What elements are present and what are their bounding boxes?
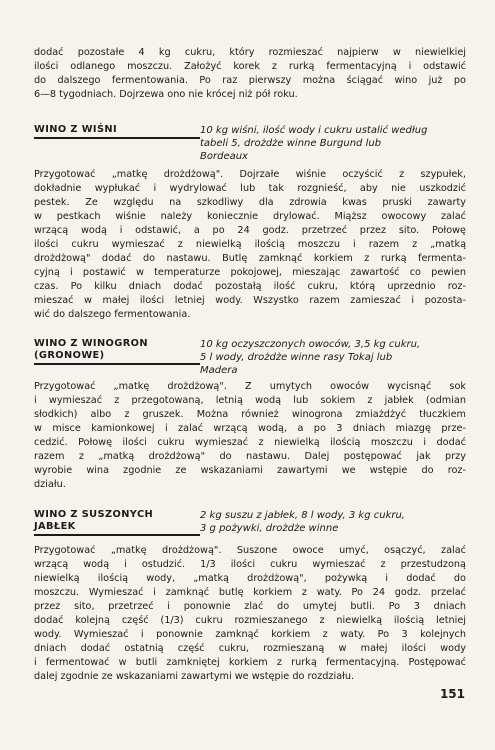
- text-line: razem z „matką drożdżową" do nastawu. Dalej postępować jak przy: [34, 451, 466, 462]
- text-line: 6—8 tygodniach. Dojrzewa ono nie krócej niż pół roku.: [34, 89, 298, 100]
- ingredients-line: Madera: [200, 365, 238, 376]
- recipe-title-line: WINO Z WIŚNI: [34, 124, 118, 135]
- text-line: Przygotować „matkę drożdżową". Dojrzałe wiśnie oczyścić z szypułek,: [34, 169, 466, 180]
- text-line: do dalszego fermentowania. Po raz pierwszy można ściągać wino już po: [34, 75, 466, 86]
- text-line: dalej zgodnie ze wskazaniami zawartymi we wstępie do rozdziału.: [34, 671, 355, 682]
- text-line: działu.: [34, 479, 66, 490]
- text-line: drożdżową" dodać do nastawu. Butlę zamknąć korkiem z rurką fermenta-: [34, 253, 466, 264]
- ingredients-line: 10 kg wiśni, ilość wody i cukru ustalić według: [200, 125, 428, 136]
- recipe-body-dried-apple: [34, 544, 466, 684]
- intro-paragraph: [34, 46, 466, 102]
- text-line: pestek. Ze względu na szkodliwy dla zdrowia kwas pruski zawarty: [34, 197, 466, 208]
- recipe-title-line: WINO Z WINOGRON: [34, 338, 148, 349]
- text-line: mieszać w małej ilości letniej wody. Wszystko razem zamieszać i pozosta-: [34, 295, 466, 306]
- text-line: Przygotować „matkę drożdżową". Suszone owoce umyć, osączyć, zalać: [34, 545, 466, 556]
- text-line: niewielką ilością wody, „matką drożdżową", pożywką i dodać do: [34, 573, 466, 584]
- title-underline: [34, 534, 192, 536]
- text-line: i wymieszać z przegotowaną, letnią wodą lub sokiem z jabłek (odmian: [34, 395, 466, 406]
- recipe-title-line: WINO Z SUSZONYCH: [34, 509, 154, 520]
- title-underline: [34, 137, 192, 139]
- text-line: dodać kolejną część (1/3) cukru rozmieszanego z niewielką ilością letniej: [34, 615, 466, 626]
- ingredients-line: 3 g pożywki, drożdże winne: [200, 523, 339, 534]
- text-line: w pestkach wiśnie należy koniecznie drylować. Miąższ owocowy zalać: [34, 211, 466, 222]
- text-line: i fermentować w butli zamkniętej korkiem z rurką fermentacyjną. Postępować: [34, 657, 466, 668]
- ingredients-line: 2 kg suszu z jabłek, 8 l wody, 3 kg cukru,: [200, 510, 405, 521]
- ingredients-line: 10 kg oczyszczonych owoców, 3,5 kg cukru,: [200, 339, 421, 350]
- text-line: wrzącą wodą i odstawić, a po 24 godz. przetrzeć przez sito. Połowę: [34, 225, 466, 236]
- text-line: ilości cukru wymieszać z niewielką ilością moszczu i razem z „matką: [34, 239, 466, 250]
- text-line: wody. Wymieszać i ponownie zamknąć korkiem z waty. Po 3 kolejnych: [34, 629, 466, 640]
- ingredients-line: tabeli 5, drożdże winne Burgund lub: [200, 138, 382, 149]
- title-underline-extension: [192, 534, 200, 536]
- recipe-ingredients: [200, 338, 466, 377]
- ingredients-line: Bordeaux: [200, 151, 248, 162]
- recipe-body-grape: [34, 380, 466, 492]
- text-line: moszczu. Wymieszać i zamknąć butlę korkiem z waty. Po 24 godz. przelać: [34, 587, 466, 598]
- text-line: wrzącą wodą i ostudzić. 1/3 ilości cukru wymieszać z przestudzoną: [34, 559, 466, 570]
- recipe-ingredients: [200, 124, 466, 163]
- recipe-ingredients: [200, 509, 466, 535]
- ingredients-line: 5 l wody, drożdże winne rasy Tokaj lub: [200, 352, 393, 363]
- title-underline: [34, 363, 192, 365]
- recipe-title: [34, 124, 192, 136]
- text-line: słodkich) albo z gruszek. Można również winogrona zmiażdżyć tłuczkiem: [34, 409, 466, 420]
- recipe-body-cherry: [34, 168, 466, 322]
- recipe-title-line: (GRONOWE): [34, 350, 105, 361]
- recipe-title: [34, 509, 192, 533]
- text-line: przez sito, przetrzeć i ponownie zlać do umytej butli. Po 3 dniach: [34, 601, 466, 612]
- text-line: w misce kamionkowej i zalać wrzącą wodą, a po 3 dniach miazgę prze-: [34, 423, 466, 434]
- recipe-title: [34, 338, 192, 362]
- text-line: czas. Po kilku dniach dodać pozostałą ilość cukru, którą uprzednio roz-: [34, 281, 466, 292]
- text-line: wić do dalszego fermentowania.: [34, 309, 191, 320]
- text-line: dniach dodać ostatnią część cukru, rozmieszaną w małej ilości wody: [34, 643, 466, 654]
- text-line: ilości odlanego moszczu. Założyć korek z rurką fermentacyjną i odstawić: [34, 61, 466, 72]
- page-number: 151: [439, 687, 465, 701]
- title-underline-extension: [192, 137, 200, 139]
- text-line: cedzić. Połowę ilości cukru wymieszać z niewielką ilością moszczu i dodać: [34, 437, 466, 448]
- text-line: dodać pozostałe 4 kg cukru, który rozmieszać najpierw w niewielkiej: [34, 47, 466, 58]
- text-line: wyrobie wina zgodnie ze wskazaniami zawartymi we wstępie do roz-: [34, 465, 466, 476]
- title-underline-extension: [192, 363, 200, 365]
- text-line: dokładnie wypłukać i wydrylować lub tak rozgnieść, aby nie uszkodzić: [34, 183, 466, 194]
- text-line: Przygotować „matkę drożdżową". Z umytych owoców wycisnąć sok: [34, 381, 466, 392]
- text-line: cyjną i postawić w temperaturze pokojowej, mieszając zawartość co pewien: [34, 267, 466, 278]
- recipe-title-line: JABŁEK: [34, 521, 76, 532]
